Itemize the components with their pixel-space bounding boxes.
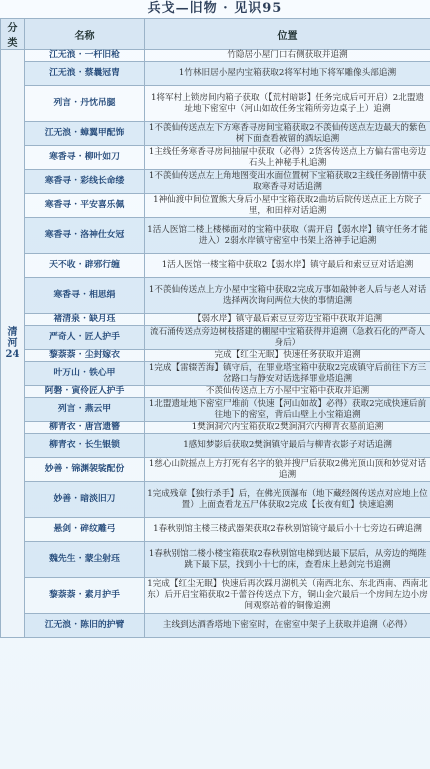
item-location: 1竹林旧居小屋内宝箱获取2将军村地下将军雕像头部追溯 xyxy=(145,62,430,86)
table-row xyxy=(1,350,430,362)
table-row xyxy=(1,362,430,386)
item-location: 1慈心山院摇点上方打死有名字的狼并搜尸后获取2佛光顶山顶和妙觉对话追溯 xyxy=(145,458,430,482)
table-row xyxy=(1,278,430,314)
item-location: 1不羡仙传送点左下方寒香寻房间宝箱获取2不羡仙传送点左边最大的紫色树下面查看被留的酒坛追溯 xyxy=(145,122,430,146)
item-name: 江无浪 · 蟑翼甲配饰 xyxy=(25,122,145,146)
item-name: 寒香寻 · 相思绢 xyxy=(25,278,145,314)
table-row xyxy=(1,458,430,482)
item-name: 严奇人 · 匠人护手 xyxy=(25,326,145,350)
item-location: 1樊涧洞穴内宝箱获取2樊涧洞穴内柳青衣墓前追溯 xyxy=(145,422,430,434)
item-location: 1不羡仙传送点上方小屋中宝箱中获取2完成万事如敲钟老人后与老人对话选择两次询问两位大侠的事情追溯 xyxy=(145,278,430,314)
table-row xyxy=(1,194,430,218)
item-name: 寒香寻 · 彩线长命缕 xyxy=(25,170,145,194)
page-title: 兵戈—旧物 · 见识95 xyxy=(147,1,283,16)
table-row xyxy=(1,122,430,146)
item-name: 黎萘萘 · 尘封嫁衣 xyxy=(25,350,145,362)
table-row xyxy=(1,314,430,326)
item-name: 妙善 · 锦渊袈裟配份 xyxy=(25,458,145,482)
table-row xyxy=(1,542,430,578)
item-location: 1完成【雷辍苦海】镇守后，在罪业塔宝箱中获取2完成镇守后前往下方三岔路口与静安对话选择罪业塔追溯 xyxy=(145,362,430,386)
item-location: 流石涌传送点旁边树枝搭建的棚屋中宝箱获得并追溯（急救石化的严奇人身后） xyxy=(145,326,430,350)
item-location: 1不羡仙传送点左上角地图变出水面位置树下宝箱获取2主线任务剧情中获取寒香寻对话追溯 xyxy=(145,170,430,194)
item-location: 1主线任务寒香寻房间抽屉中获取（必得）2货客传送点上方偏右雷电旁边石头上神秘手札追溯 xyxy=(145,146,430,170)
item-location: 主线到达酒香塔地下密室时，在密室中架子上获取并追溯（必得） xyxy=(145,614,430,638)
item-location: 1将军村上锁房间内箱子获取（【荒村暗影】任务完成后可开启）2北盟遗址地下密室中（河山如故任务宝箱所旁边桌子上）追溯 xyxy=(145,86,430,122)
item-location: 1春秋别馆主楼三楼武器架获取2春秋别馆镜守最后小十七旁边石碑追溯 xyxy=(145,518,430,542)
item-location: 1神仙渡中间位置熊大身后小屋中宝箱获取2曲坊后院传送点正上方院子里，和田梓对话追溯 xyxy=(145,194,430,218)
item-name: 江无浪 · 陈旧的护臂 xyxy=(25,614,145,638)
item-name: 魏先生 · 蒙尘射珏 xyxy=(25,542,145,578)
item-name: 柳青衣 · 唐宫遗簪 xyxy=(25,422,145,434)
table-body xyxy=(1,50,430,638)
table-row xyxy=(1,254,430,278)
item-location: 竹隐居小屋门口右侧获取并追溯 xyxy=(145,50,430,62)
table-row xyxy=(1,614,430,638)
item-location: 1活人医馆一楼宝箱中获取2【弱水岸】镇守最后和索豆豆对话追溯 xyxy=(145,254,430,278)
item-location: 1感知梦影后获取2樊涧镇守最后与柳青衣影子对话追溯 xyxy=(145,434,430,458)
table-header-row xyxy=(1,19,430,50)
table-row xyxy=(1,434,430,458)
item-location: 1完成残章【独行杀手】后，在佛光顶瀑布（地下藏经阁传送点对应地上位置）上面查看龙五尸体获取2完成【长夜有虹】快速追溯 xyxy=(145,482,430,518)
item-name: 妙善 · 暗淡旧刀 xyxy=(25,482,145,518)
item-location: 1完成【红尘无眠】快速后再次踩月湖机关（南西北东、东北西南、西南北东）后开启宝箱获取2千蕾谷传送点下方，铜山金穴最后一个房间左边小房间观察站着的铜像追溯 xyxy=(145,578,430,614)
item-name: 禇清泉 · 缺月珏 xyxy=(25,314,145,326)
header-category: 分类 xyxy=(1,19,25,50)
item-location: 1活人医馆二楼上楼梯面对的宝箱中获取（需开启【弱水岸】镇守任务才能进入）2弱水岸镇守密室中书架上洛神手记追溯 xyxy=(145,218,430,254)
table-row xyxy=(1,170,430,194)
item-location: 【弱水岸】镇守最后索豆豆旁边宝箱中获取并追溯 xyxy=(145,314,430,326)
item-location: 完成【红尘无眠】快速任务获取并追溯 xyxy=(145,350,430,362)
item-location: 不羡仙传送点上方小屋中宝箱中获取并追溯 xyxy=(145,386,430,398)
table-row xyxy=(1,146,430,170)
table-row xyxy=(1,386,430,398)
table-row xyxy=(1,518,430,542)
item-name: 柳青衣 · 长生银锁 xyxy=(25,434,145,458)
table-row xyxy=(1,398,430,422)
table-row xyxy=(1,86,430,122)
table-row xyxy=(1,422,430,434)
header-location: 位置 xyxy=(145,19,430,50)
table-row xyxy=(1,218,430,254)
item-name: 阿磐 · 寅伶匠人护手 xyxy=(25,386,145,398)
relic-table xyxy=(0,18,430,638)
category-cell: 清河24 xyxy=(1,50,25,638)
item-name: 列言 · 丹忱吊腿 xyxy=(25,86,145,122)
item-name: 黎萘萘 · 素月护手 xyxy=(25,578,145,614)
item-name: 寒香寻 · 洛神仕女冠 xyxy=(25,218,145,254)
header-name: 名称 xyxy=(25,19,145,50)
table-row xyxy=(1,482,430,518)
item-name: 江无浪 · 一杆旧枪 xyxy=(25,50,145,62)
item-name: 悬剑 · 碎纹雕弓 xyxy=(25,518,145,542)
table-row xyxy=(1,62,430,86)
item-name: 列言 · 燕云甲 xyxy=(25,398,145,422)
table-row xyxy=(1,578,430,614)
item-name: 寒香寻 · 平安喜乐佩 xyxy=(25,194,145,218)
item-name: 叶万山 · 铁心甲 xyxy=(25,362,145,386)
item-location: 1北盟遗址地下密室尸堆前（快速【河山如故】必得）获取2完成快速后前往地下的密室，背后山壁上小宝箱追溯 xyxy=(145,398,430,422)
item-name: 天不收 · 辟邪行缠 xyxy=(25,254,145,278)
table-row xyxy=(1,50,430,62)
item-name: 寒香寻 · 柳叶如刀 xyxy=(25,146,145,170)
item-location: 1春秋别馆二楼小楼宝箱获取2春秋别馆电梯到达最下层后，从旁边的绳陛跳下最下层，找到小十七的床，查看床上悬剑完书追溯 xyxy=(145,542,430,578)
item-name: 江无浪 · 蔡曩冠胄 xyxy=(25,62,145,86)
table-row xyxy=(1,326,430,350)
